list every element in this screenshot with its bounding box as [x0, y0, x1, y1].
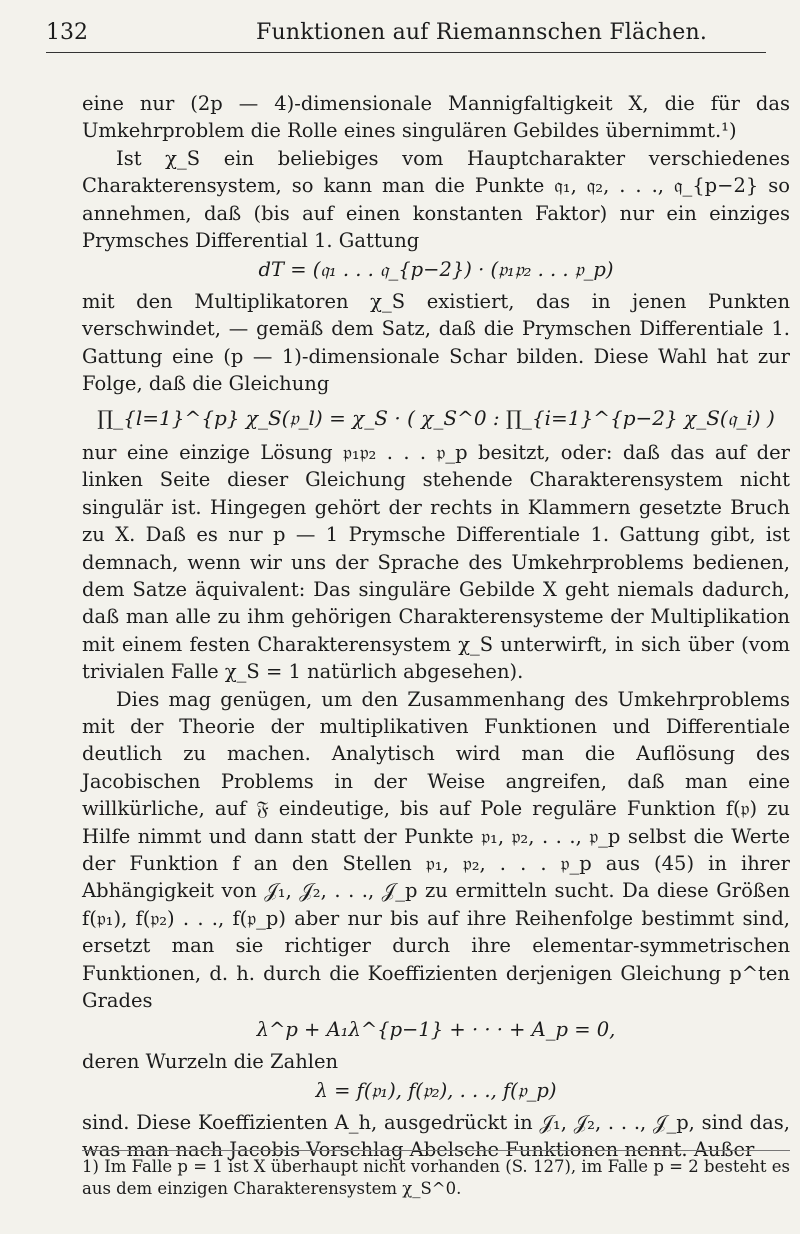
paragraph-6: deren Wurzeln die Zahlen: [82, 1049, 339, 1073]
page-number: 132: [46, 20, 88, 45]
footnote-1: 1) Im Falle p = 1 ist X überhaupt nicht vorhanden (S. 127), im Falle p = 2 besteht es aus dem einzigen Charakterensystem χ_S^0.: [82, 1157, 790, 1198]
footnotes: [82, 1156, 790, 1200]
paragraph-7: sind. Diese Koeffizienten A_h, ausgedrückt in 𝒥₁, 𝒥₂, . . ., 𝒥_p, sind das, was man nach Jacobis Vorschlag Abelsche Funktionen nennt. Außer: [82, 1110, 790, 1162]
formula-differential: dT = (𝔮₁ . . . 𝔮_{p−2}) · (𝔭₁𝔭₂ . . . 𝔭_p): [258, 258, 614, 282]
paragraph-3: mit den Multiplikatoren χ_S existiert, das in jenen Punkten verschwindet, — gemäß dem Satz, daß die Prymschen Differentiale 1. Gattung eine (p — 1)-dimensionale Schar bilden. Diese Wahl hat zur Folge, daß die Gleichung: [82, 289, 790, 396]
formula-product: ∏_{l=1}^{p} χ_S(𝔭_l) = χ_S · ( χ_S^0 : ∏_{i=1}^{p−2} χ_S(𝔮_i) ): [97, 406, 775, 431]
paragraph-2: Ist χ_S ein beliebiges vom Hauptcharakter verschiedenes Charakterensystem, so kann man die Punkte 𝔮₁, 𝔮₂, . . ., 𝔮_{p−2} so annehmen, daß (bis auf einen konstanten Faktor) nur ein einziges Prymsches Differential 1. Gattung: [82, 146, 790, 253]
footnote-divider: [82, 1150, 790, 1151]
running-head: Funktionen auf Riemannschen Flächen.: [256, 20, 708, 45]
paragraph-4: nur eine einzige Lösung 𝔭₁𝔭₂ . . . 𝔭_p besitzt, oder: daß das auf der linken Seite dieser Gleichung stehende Charakterensystem nicht singulär ist. Hingegen gehört der rechts in Klammern gesetzte Bruch zu X. Daß es nur p — 1 Prymsche Differentiale 1. Gattung gibt, ist demnach, wenn wir uns der Sprache des Umkehrproblems bedienen, dem Satze äquivalent: Das singuläre Gebilde X geht niemals dadurch, daß man alle zu ihm gehörigen Charakterensysteme der Multiplikation mit einem festen Charakterensystem χ_S unterwirft, in sich über (vom trivialen Falle χ_S = 1 natürlich abgesehen).: [82, 440, 790, 684]
page-header: [46, 16, 766, 53]
paragraph-1: eine nur (2p — 4)-dimensionale Mannigfaltigkeit X, die für das Umkehrproblem die Rolle eines singulären Gebildes übernimmt.¹): [82, 92, 790, 143]
paragraph-5: Dies mag genügen, um den Zusammenhang des Umkehrproblems mit der Theorie der multiplikativen Funktionen und Differentiale deutlich zu machen. Analytisch wird man die Auflösung des Jacobischen Problems in der Weise angreifen, daß man eine willkürliche, auf 𝔉 eindeutige, bis auf Pole reguläre Funktion f(𝔭) zu Hilfe nimmt und dann statt der Punkte 𝔭₁, 𝔭₂, . . ., 𝔭_p selbst die Werte der Funktion f an den Stellen 𝔭₁, 𝔭₂, . . . 𝔭_p aus (45) in ihrer Abhängigkeit von 𝒥₁, 𝒥₂, . . ., 𝒥_p zu ermitteln sucht. Da diese Größen f(𝔭₁), f(𝔭₂) . . ., f(𝔭_p) aber nur bis auf ihre Reihenfolge bestimmt sind, ersetzt man sie richtiger durch ihre elementar-symmetrischen Funktionen, d. h. durch die Koeffizienten derjenigen Gleichung p^ten Grades: [82, 687, 790, 1012]
main-text: [82, 90, 790, 1163]
formula-polynomial: λ^p + A₁λ^{p−1} + · · · + A_p = 0,: [256, 1018, 616, 1042]
formula-roots: λ = f(𝔭₁), f(𝔭₂), . . ., f(𝔭_p): [315, 1079, 557, 1103]
